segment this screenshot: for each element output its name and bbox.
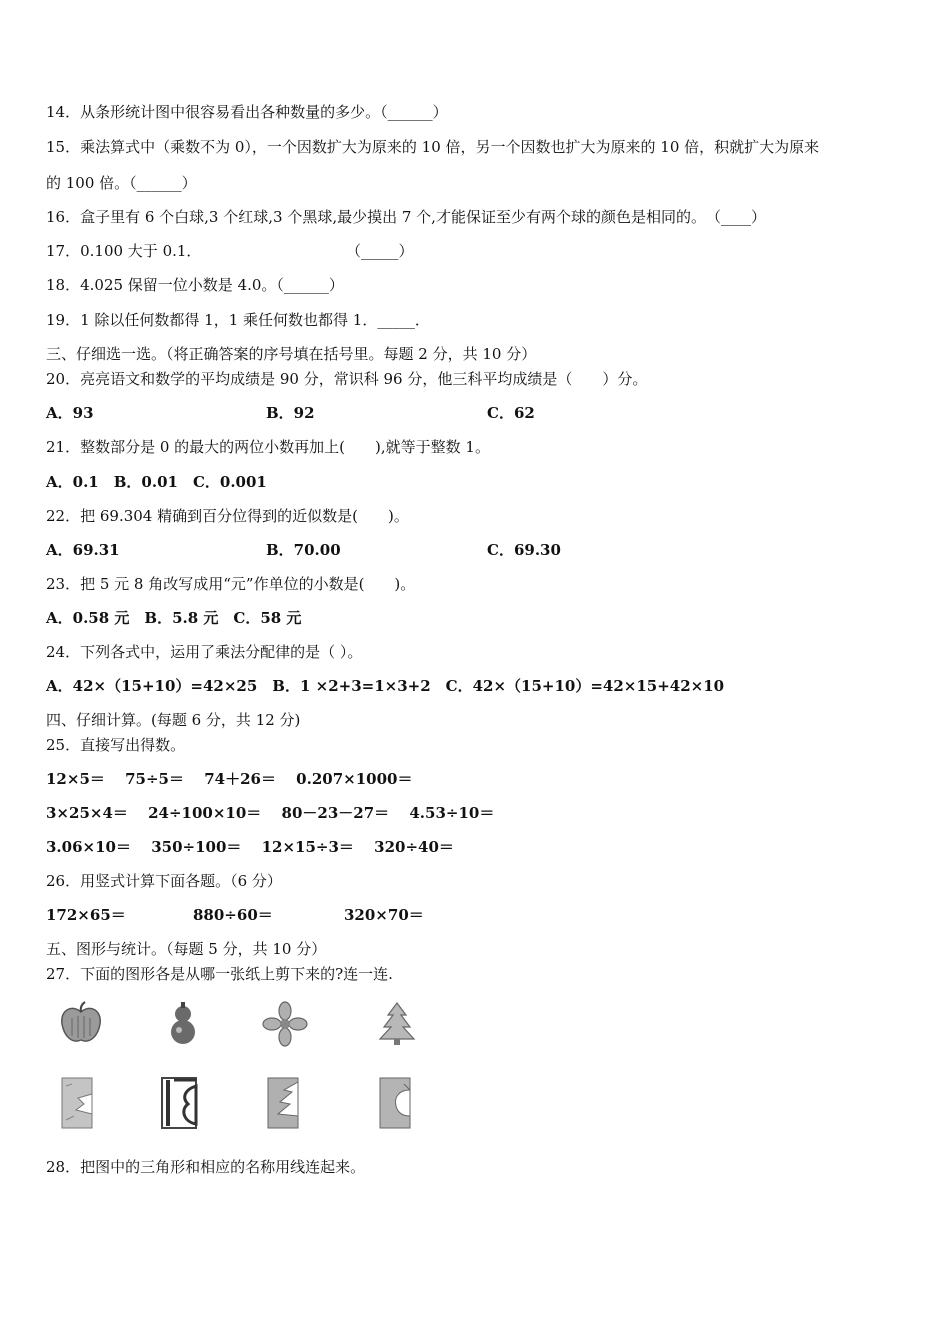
q25-row-1: 12×5＝ 75÷5＝ 74＋26＝ 0.207×1000＝ (46, 770, 413, 788)
question-22: 22．把 69.304 精确到百分位得到的近似数是( )。 (46, 507, 409, 525)
pine-tree-icon (374, 1001, 420, 1047)
q20-option-a: A．93 (46, 404, 94, 422)
q22-option-a: A．69.31 (46, 541, 120, 559)
question-17-blank: （_____） (346, 242, 414, 260)
q20-option-c: C．62 (487, 404, 535, 422)
section-3-heading: 三、仔细选一选。（将正确答案的序号填在括号里。每题 2 分，共 10 分） (46, 345, 537, 363)
q26-item-1: 172×65＝ (46, 906, 126, 924)
q25-row-3: 3.06×10＝ 350÷100＝ 12×15÷3＝ 320÷40＝ (46, 838, 454, 856)
q22-option-b: B．70.00 (266, 541, 341, 559)
paper-cut-pine (266, 1076, 302, 1130)
question-18: 18．4.025 保留一位小数是 4.0。（______） (46, 276, 344, 294)
question-19: 19．1 除以任何数都得 1，1 乘任何数也都得 1．_____． (46, 311, 430, 329)
paper-cut-maple (60, 1076, 96, 1130)
gourd-icon (160, 1000, 206, 1046)
question-14: 14．从条形统计图中很容易看出各种数量的多少。（______） (46, 103, 448, 121)
question-23: 23．把 5 元 8 角改写成用“元”作单位的小数是( )。 (46, 575, 416, 593)
question-24: 24．下列各式中，运用了乘法分配律的是（ ）。 (46, 643, 363, 661)
question-15-line1: 15．乘法算式中（乘数不为 0），一个因数扩大为原来的 10 倍，另一个因数也扩大为原来的 10 倍，积就扩大为原来 (46, 138, 820, 156)
question-21: 21．整数部分是 0 的最大的两位小数再加上( ),就等于整数 1。 (46, 438, 490, 456)
question-26: 26．用竖式计算下面各题。（6 分） (46, 872, 282, 890)
paper-cut-apple (378, 1076, 414, 1130)
q23-options: A．0.58 元 B．5.8 元 C．58 元 (46, 609, 302, 627)
question-20: 20．亮亮语文和数学的平均成绩是 90 分，常识科 96 分，他三科平均成绩是（ ）分。 (46, 370, 648, 388)
paper-cut-gourd (160, 1076, 200, 1130)
q26-item-3: 320×70＝ (344, 906, 424, 924)
q21-options: A．0.1 B．0.01 C．0.001 (46, 473, 267, 491)
question-17: 17．0.100 大于 0.1． (46, 242, 202, 260)
q25-row-2: 3×25×4＝ 24÷100×10＝ 80－23－27＝ 4.53÷10＝ (46, 804, 495, 822)
question-16: 16．盒子里有 6 个白球,3 个红球,3 个黑球,最少摸出 7 个,才能保证至少有两个球的颜色是相同的。 （____） (46, 208, 766, 226)
question-15-line2: 的 100 倍。（______） (46, 174, 197, 192)
apple-icon (58, 1000, 104, 1046)
question-25: 25．直接写出得数。 (46, 736, 186, 754)
question-28: 28．把图中的三角形和相应的名称用线连起来。 (46, 1158, 366, 1176)
q20-option-b: B．92 (266, 404, 315, 422)
q24-options: A．42×（15+10）=42×25 B．1 ×2+3=1×3+2 C．42×（15+10）=42×15+42×10 (46, 677, 725, 695)
section-5-heading: 五、图形与统计。（每题 5 分，共 10 分） (46, 940, 327, 958)
question-27: 27．下面的图形各是从哪一张纸上剪下来的?连一连. (46, 965, 393, 983)
q26-item-2: 880÷60＝ (193, 906, 273, 924)
section-4-heading: 四、仔细计算。(每题 6 分，共 12 分) (46, 711, 301, 729)
flower-icon (262, 1001, 308, 1047)
q22-option-c: C．69.30 (487, 541, 561, 559)
